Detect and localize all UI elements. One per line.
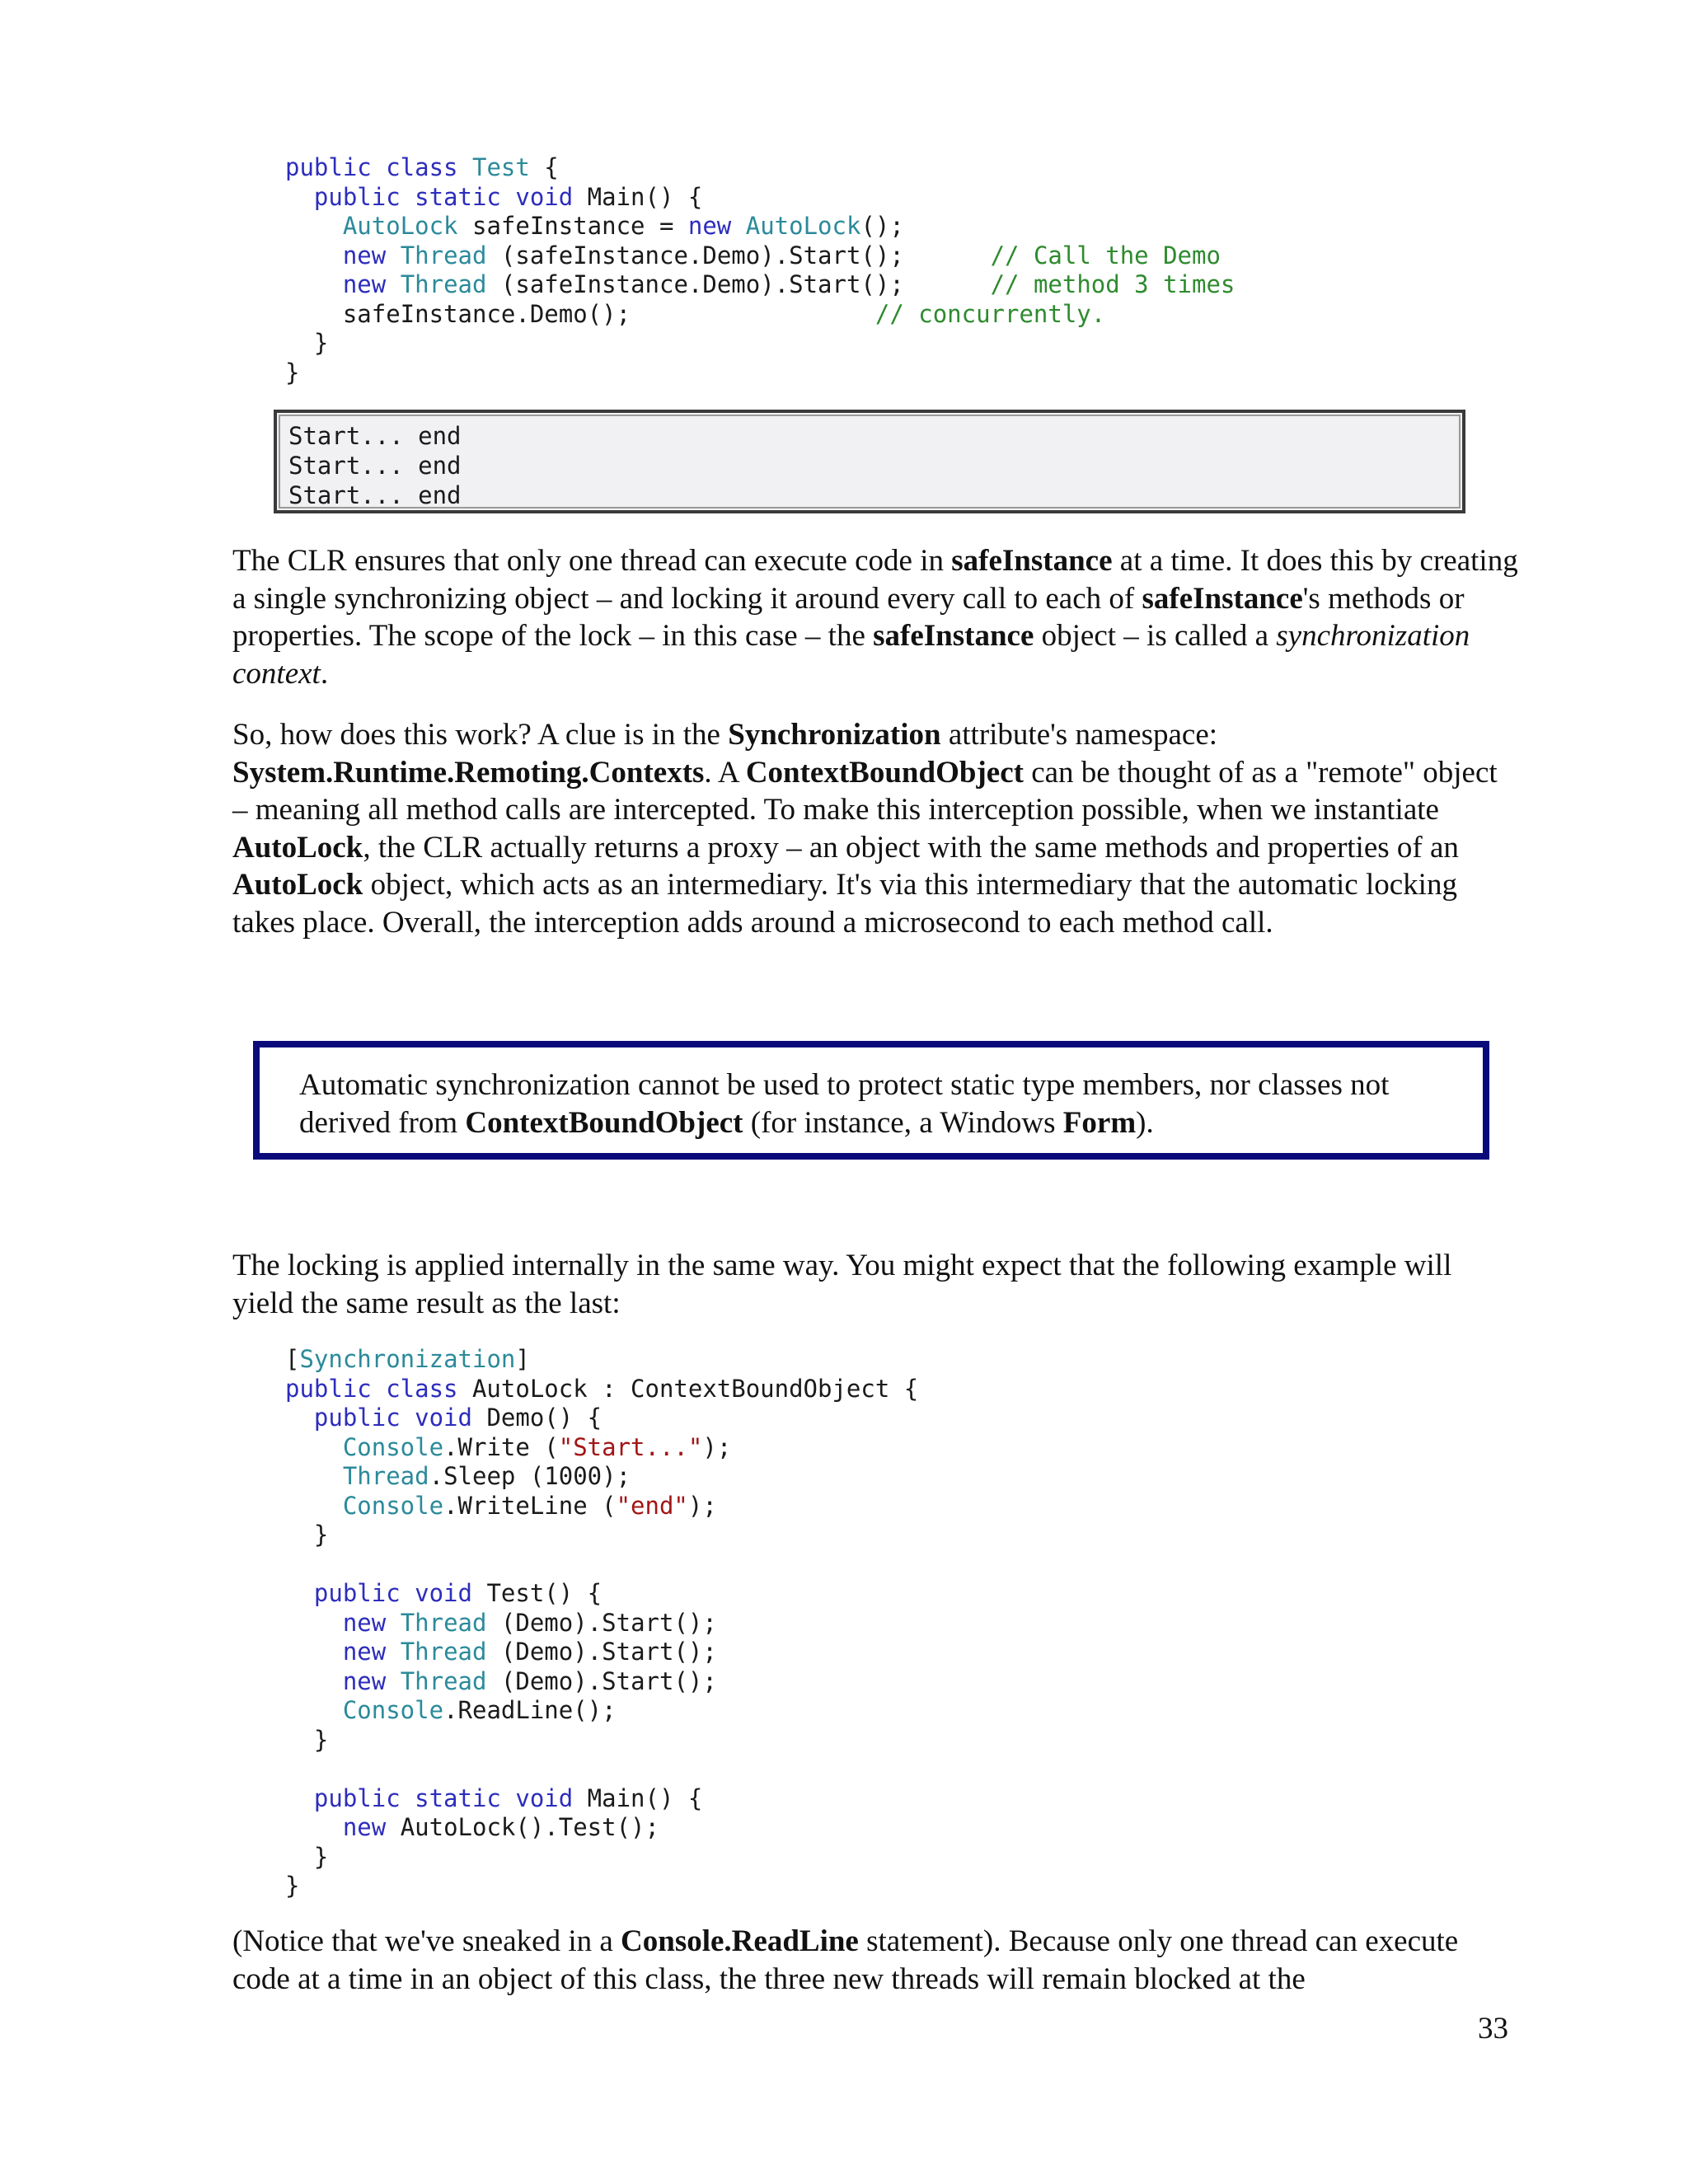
code-line (343, 1609, 717, 1637)
code-type: AutoLock (342, 212, 458, 240)
bold-term: Synchronization (728, 718, 941, 752)
code-block-test-class (285, 153, 1235, 387)
code-type: AutoLock (745, 212, 861, 240)
code-keyword: new (342, 1666, 387, 1695)
code-keyword: new (687, 212, 732, 240)
text: , the CLR actually returns a proxy – an object with the same methods and properties of an (363, 830, 1459, 865)
code-text: safeInstance = (457, 212, 688, 240)
code-line (343, 1696, 617, 1724)
paragraph-how-it-works (232, 716, 1518, 942)
bold-term: ContextBoundObject (745, 755, 1024, 790)
italic-term: synchronization context (232, 619, 1470, 691)
code-keyword: public void (313, 1579, 472, 1607)
code-text: Main() { (573, 1783, 703, 1812)
text: ). (1136, 1105, 1154, 1140)
paragraph-locking-applied (232, 1247, 1518, 1322)
code-string: "Start..." (558, 1432, 703, 1461)
console-output (288, 421, 462, 510)
code-line: } (285, 1872, 300, 1900)
code-line: } (285, 358, 300, 387)
code-line (314, 1784, 702, 1812)
text: can be thought of as a "remote" object – meaning all method calls are intercepted. To make this interception possible, when we instantiate (232, 755, 1498, 827)
code-line (314, 183, 702, 211)
paragraph-sync-context (232, 542, 1518, 692)
output-line: Start... end (288, 481, 462, 509)
bold-term: System.Runtime.Remoting.Contexts (232, 755, 705, 790)
code-text: safeInstance.Demo(); (342, 299, 631, 328)
code-text: (Demo).Start(); (486, 1638, 717, 1666)
code-line (343, 241, 1221, 269)
code-text: .Sleep (1000); (429, 1462, 631, 1490)
code-text: (safeInstance.Demo).Start(); (486, 270, 904, 298)
code-type: Thread (400, 1638, 487, 1666)
text: statement). Because only one thread can execute code at a time in an object of this class, the three new threads will remain blocked at the (232, 1924, 1459, 1996)
bold-term: AutoLock (232, 830, 363, 865)
code-line (343, 270, 1236, 298)
bold-term: safeInstance (1142, 581, 1303, 616)
code-keyword: new (342, 270, 387, 298)
code-line (343, 1813, 659, 1841)
code-text: .WriteLine ( (443, 1491, 617, 1520)
code-line (285, 153, 559, 181)
code-type: Thread (400, 1608, 487, 1637)
code-line (343, 212, 904, 240)
text: object, which acts as an intermediary. It's via this intermediary that the automatic locking takes place. Overall, the interception adds around a microsecond to each method call. (232, 868, 1457, 940)
text: . (320, 656, 329, 691)
code-comment: // Call the Demo (990, 241, 1221, 269)
bold-term: safeInstance (951, 544, 1113, 578)
text: The CLR ensures that only one thread can execute code in (232, 544, 952, 578)
code-text: (Demo).Start(); (486, 1666, 717, 1695)
code-type: Thread (342, 1462, 429, 1490)
code-text: ); (702, 1432, 732, 1461)
code-line (343, 1433, 731, 1461)
code-type: Console (342, 1696, 444, 1724)
code-text: AutoLock : ContextBoundObject { (457, 1374, 919, 1403)
text: 's methods or properties. The scope of the lock – in this case – the (232, 581, 1465, 654)
text: So, how does this work? A clue is in the (232, 718, 729, 752)
code-comment: // concurrently. (874, 299, 1106, 328)
code-line: } (313, 329, 329, 357)
text: The locking is applied internally in the same way. You might expect that the following example will yield the same result as the last: (232, 1249, 1452, 1320)
code-text: .ReadLine(); (443, 1696, 617, 1724)
bold-term: ContextBoundObject (465, 1105, 743, 1140)
code-comment: // method 3 times (990, 270, 1236, 298)
code-text: .Write ( (443, 1432, 559, 1461)
note-text (299, 1066, 1470, 1141)
code-line (343, 300, 1105, 328)
output-line: Start... end (288, 452, 462, 480)
code-line (343, 1667, 717, 1695)
code-line: } (313, 1725, 329, 1754)
bold-term: safeInstance (873, 619, 1034, 654)
code-type: Synchronization (299, 1345, 516, 1373)
code-line (343, 1638, 717, 1666)
code-text: (Demo).Start(); (486, 1608, 717, 1637)
text: Automatic synchronization cannot be used to protect static type members, nor classes not derived from (299, 1068, 1390, 1140)
code-type: Console (342, 1491, 444, 1520)
text: at a time. It does this by creating a single synchronizing object – and locking it around every call to each of (232, 544, 1518, 616)
code-line: } (313, 1842, 329, 1871)
code-line (285, 1375, 918, 1403)
code-type: Console (342, 1432, 444, 1461)
code-string: "end" (616, 1491, 688, 1520)
page-number: 33 (1478, 2012, 1508, 2046)
bold-term: AutoLock (232, 868, 363, 902)
text: attribute's namespace: (940, 718, 1218, 752)
code-keyword: public class (285, 153, 458, 181)
code-keyword: public class (285, 1374, 458, 1403)
bold-term: Form (1062, 1105, 1137, 1140)
code-type: Thread (400, 241, 487, 269)
code-keyword: new (342, 1638, 387, 1666)
code-keyword: public static void (313, 182, 574, 211)
code-text: (safeInstance.Demo).Start(); (486, 241, 904, 269)
bold-term: Console.ReadLine (621, 1924, 859, 1958)
code-keyword: public static void (313, 1783, 574, 1812)
code-keyword: new (342, 241, 387, 269)
code-text: (); (860, 212, 904, 240)
code-text: AutoLock().Test(); (386, 1813, 659, 1841)
text: (for instance, a Windows (743, 1105, 1063, 1140)
code-keyword: new (342, 1608, 387, 1637)
console-output-box (274, 410, 1465, 513)
code-keyword: public void (313, 1404, 472, 1432)
code-text: [ (285, 1345, 300, 1373)
text: object – is called a (1034, 619, 1277, 654)
note-box (253, 1041, 1489, 1160)
code-text: ] (515, 1345, 530, 1373)
code-text: ); (687, 1491, 717, 1520)
code-type: Thread (400, 270, 487, 298)
code-block-autolock-class (285, 1345, 918, 1901)
paragraph-console-readline (232, 1923, 1518, 1998)
code-text: Main() { (573, 182, 703, 211)
text: (Notice that we've sneaked in a (232, 1924, 621, 1958)
code-line (314, 1579, 602, 1607)
output-line: Start... end (288, 422, 462, 450)
code-line (343, 1492, 717, 1520)
code-keyword: new (342, 1813, 387, 1841)
code-line (285, 1345, 530, 1373)
code-text: Test() { (471, 1579, 603, 1607)
code-type: Thread (400, 1666, 487, 1695)
code-line (314, 1404, 602, 1432)
code-type: Test (471, 153, 530, 181)
code-text: Demo() { (471, 1404, 603, 1432)
code-line (343, 1462, 631, 1490)
code-line: } (313, 1521, 329, 1549)
code-text: { (529, 153, 559, 181)
text: . A (704, 755, 746, 790)
